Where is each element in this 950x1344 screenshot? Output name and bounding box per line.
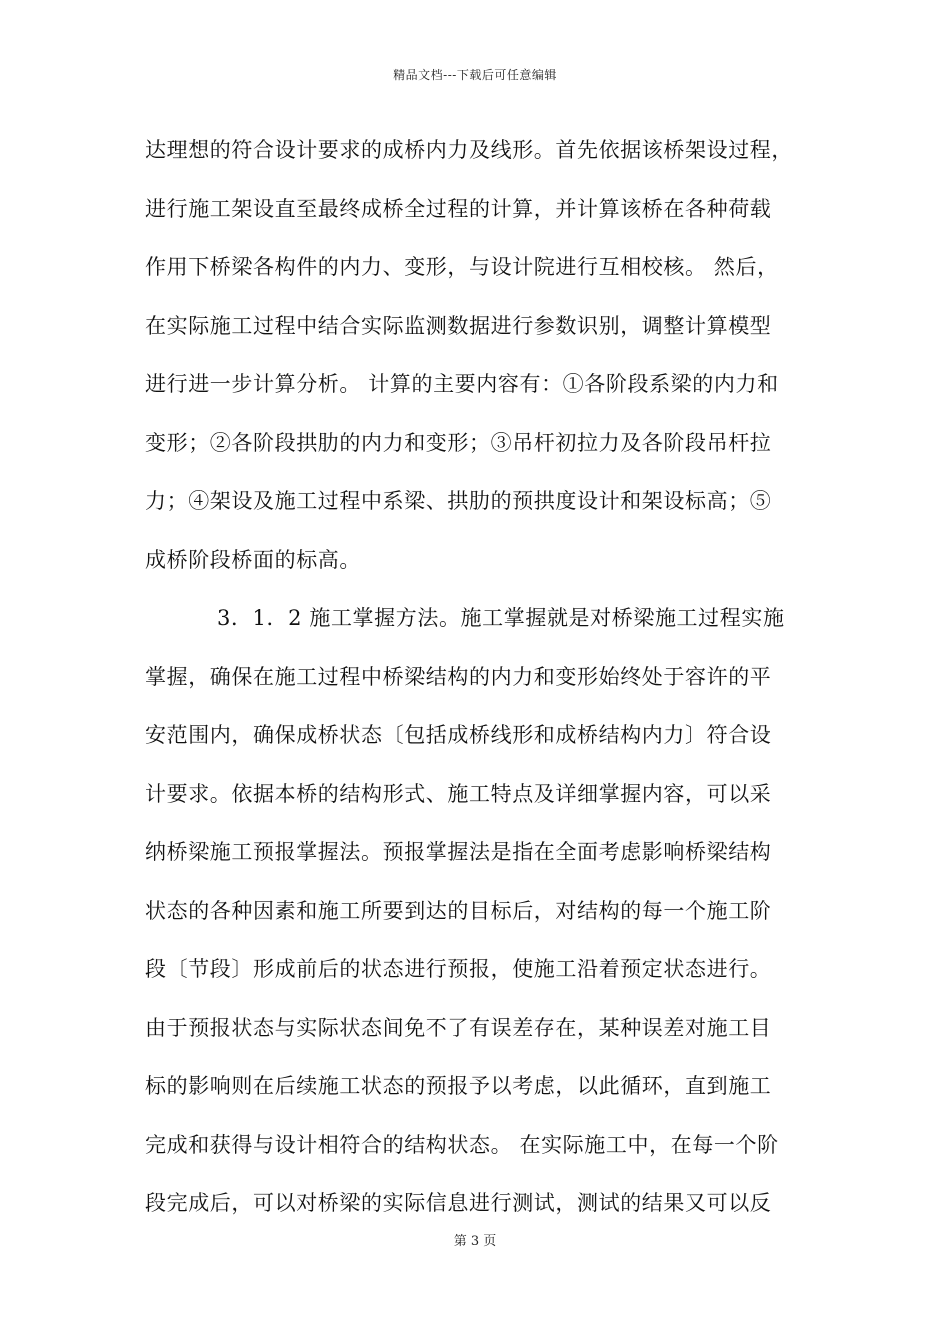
page-number: 第 3 页	[453, 1234, 497, 1249]
paragraph-line: 作用下桥梁各构件的内力、变形，与设计院进行互相校核。 然后，	[145, 255, 779, 279]
paragraph-line: 在实际施工过程中结合实际监测数据进行参数识别，调整计算模型	[145, 313, 772, 338]
paragraph-line: 完成和获得与设计相符合的结构状态。 在实际施工中，在每一个阶	[145, 1132, 779, 1157]
paragraph-line: 掌握，确保在施工过程中桥梁结构的内力和变形始终处于容许的平	[145, 664, 772, 689]
paragraph-line: 段完成后，可以对桥梁的实际信息进行测试，测试的结果又可以反	[145, 1191, 772, 1215]
paragraph-line: 计要求。依据本桥的结构形式、施工特点及详细掌握内容，可以采	[145, 781, 772, 806]
paragraph-line: 段〔节段〕形成前后的状态进行预报，使施工沿着预定状态进行。	[145, 957, 772, 981]
paragraph-line: 安范围内，确保成桥状态〔包括成桥线形和成桥结构内力〕符合设	[145, 723, 772, 747]
document-body	[145, 131, 813, 1243]
paragraph-line: 进行施工架设直至最终成桥全过程的计算，并计算该桥在各种荷载	[145, 196, 772, 221]
paragraph-line: 进行进一步计算分析。 计算的主要内容有：①各阶段系梁的内力和	[145, 372, 779, 396]
paragraph-line: 力；④架设及施工过程中系梁、拱肋的预拱度设计和架设标高；⑤	[145, 489, 772, 513]
section-heading-line: 3．1．2 施工掌握方法。施工掌握就是对桥梁施工过程实施	[217, 606, 785, 630]
paragraph-line: 状态的各种因素和施工所要到达的目标后，对结构的每一个施工阶	[145, 898, 772, 923]
paragraph-line: 纳桥梁施工预报掌握法。预报掌握法是指在全面考虑影响桥梁结构	[145, 840, 772, 864]
paragraph-line: 由于预报状态与实际状态间免不了有误差存在，某种误差对施工目	[145, 1015, 772, 1040]
paragraph-line: 成桥阶段桥面的标高。	[145, 547, 361, 572]
paragraph-line: 变形；②各阶段拱肋的内力和变形；③吊杆初拉力及各阶段吊杆拉	[145, 430, 772, 455]
paragraph-line: 达理想的符合设计要求的成桥内力及线形。首先依据该桥架设过程，	[145, 138, 793, 162]
paragraph-line: 标的影响则在后续施工状态的预报予以考虑，以此循环，直到施工	[145, 1074, 772, 1098]
page-header: 精品文档---下载后可任意编辑	[393, 68, 557, 82]
